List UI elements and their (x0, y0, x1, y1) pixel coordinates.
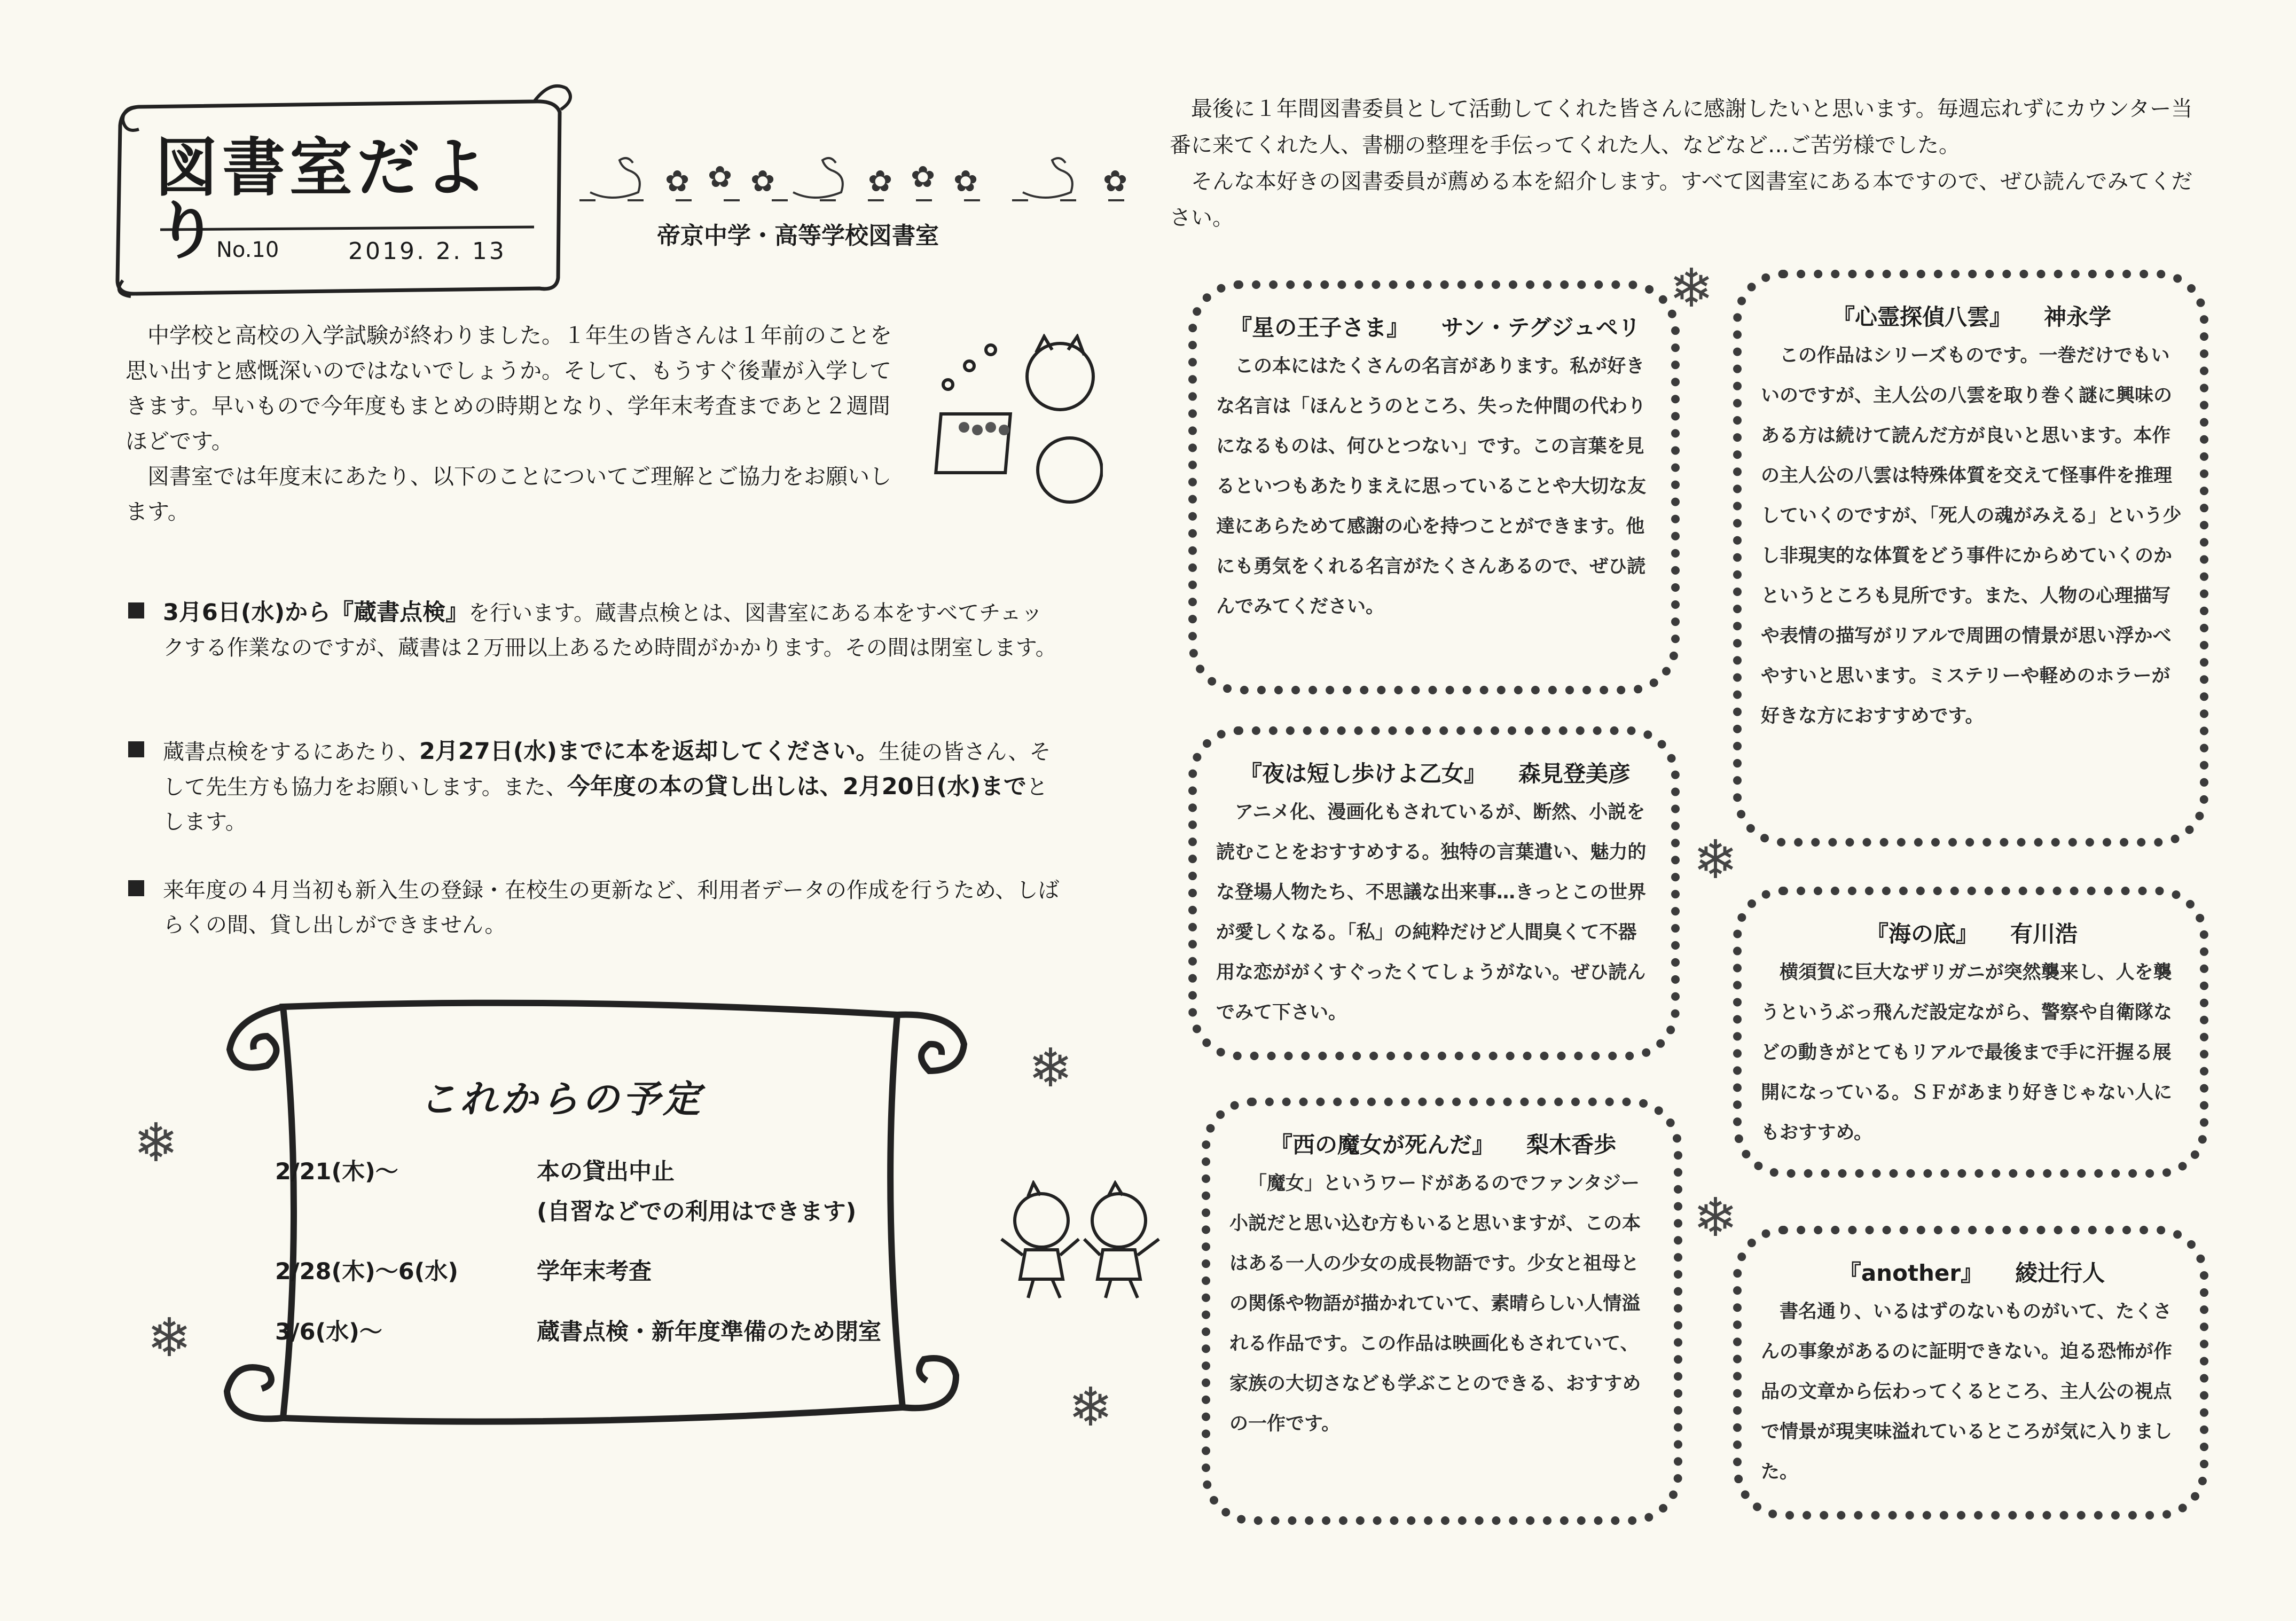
school-name: 帝京中学・高等学校図書室 (657, 222, 939, 249)
notice-text: 来年度の４月当初も新入生の登録・在校生の更新など、利用者データの作成を行うため、しばらくの間、貸し出しができません。 (163, 878, 1060, 937)
notice-text: とします。 (163, 775, 1048, 834)
review-body: この本にはたくさんの名言があります。私が好きな名言は「ほんとうのところ、失った仲間の代わりになるものは、何ひとつない」です。この言葉を見るといつもあたりまえに思っていることや大切な友達にあらためて感謝の心を持つことができます。他にも勇気をくれる名言がたくさんあるので、ぜひ読んでみてください。 (1216, 356, 1647, 617)
review-body: この作品はシリーズものです。一巻だけでもいいのですが、主人公の八雲を取り巻く謎に興味のある方は続けて読んだ方が良いと思います。本作の主人公の八雲は特殊体質を交えて怪事件を推理していくのですが、「死人の魂がみえる」という少し非現実的な体質をどう事件にからめていくのかというところも見所です。また、人物の心理描写や表情の描写がリアルで周囲の情景が思い浮かべやすいと思います。ミステリーや軽めのホラーが好きな方におすすめです。 (1761, 345, 2182, 727)
swan-flower-border (579, 144, 1146, 208)
snowflake-icon: ❄ (134, 1111, 178, 1174)
book-title: 『西の魔女が死んだ』 (1270, 1132, 1494, 1158)
schedule-event: 蔵書点検・新年度準備のため閉室 (537, 1319, 881, 1345)
review-body: 横須賀に巨大なザリガニが突然襲来し、人を襲うというぶっ飛んだ設定ながら、警察や自衛隊などの動きがとてもリアルで最後まで手に汗握る展開になっている。ＳＦがあまり好きじゃない人にもおすすめ。 (1761, 962, 2173, 1144)
issue-date: 2019. 2. 13 (348, 238, 506, 265)
notice-inventory (128, 596, 1063, 665)
review-title (1216, 756, 1654, 788)
review-title (1761, 917, 2183, 949)
setsubun-illustration (932, 334, 1103, 510)
review-body: アニメ化、漫画化もされているが、断然、小説を読むことをおすすめする。独特の言葉遣い、魅力的な登場人物たち、不思議な出来事…きっとこの世界が愛しくなる。「私」の純粋だけど人間臭くて不器用な恋ががくすぐったくてしょうがない。ぜひ読んでみて下さい。 (1216, 802, 1647, 1023)
snowflake-icon: ❄ (1693, 1186, 1738, 1249)
intro-paragraph: 図書室では年度末にあたり、以下のことについてご理解とご協力をお願いします。 (126, 464, 892, 524)
review-body: 「魔女」というワードがあるのでファンタジー小説だと思い込む方もいると思いますが、この本はある一人の少女の成長物語です。少女と祖母との関係や物語が描かれていて、素晴らしい人情溢れる作品です。この作品は映画化もされていて、家族の大切さなども学ぶことのできる、おすすめの一作です。 (1229, 1173, 1641, 1435)
outro-text (1170, 91, 2200, 236)
book-title: 『海の底』 (1866, 921, 1978, 947)
issue-number: No.10 (216, 238, 279, 262)
review-card (1188, 726, 1680, 1060)
book-title: 『心霊探偵八雲』 (1832, 304, 2012, 330)
review-body: 書名通り、いるはずのないものがいて、たくさんの事象があるのに証明できない。迫る恐怖が作品の文章から伝わってくるところ、主人公の視点で情景が現実味溢れているところが気に入りました。 (1761, 1301, 2173, 1483)
okame-face-icon (1038, 438, 1102, 502)
intro-paragraph: 中学校と高校の入学試験が終わりました。１年生の皆さんは１年前のことを思い出すと感慨深いのではないでしょうか。そして、もうすぐ後輩が入学してきます。早いもので今年度もまとめの時期となり、学年末考査まであと２週間ほどです。 (126, 323, 892, 454)
flower-icon: ✿ (953, 164, 978, 198)
flower-icon: ✿ (665, 164, 690, 198)
review-card (1188, 280, 1680, 694)
book-author: 有川浩 (2010, 921, 2078, 947)
notice-highlight: 2月27日(水)までに本を返却してください。 (419, 738, 879, 765)
review-title (1761, 300, 2183, 332)
bean-box-icon (936, 414, 1010, 473)
book-title: 『夜は短し歩けよ乙女』 (1239, 761, 1486, 787)
schedule-date: 2/28(木)〜6(水) (275, 1258, 458, 1285)
notice-text: を行います。蔵書点検とは、図書室にある本をすべてチェックする作業なのですが、蔵書は２万冊以上あるため時間がかかります。その間は閉室します。 (163, 601, 1057, 660)
schedule-event: 学年末考査 (537, 1258, 652, 1285)
schedule-date: 3/6(水)〜 (275, 1319, 382, 1345)
notice-return-books (128, 734, 1063, 840)
book-author: 森見登美彦 (1518, 761, 1631, 787)
notice-new-year (128, 873, 1063, 943)
flower-icon: ✿ (911, 160, 936, 194)
snowflake-icon: ❄ (1669, 257, 1714, 319)
review-title (1761, 1256, 2183, 1288)
outro-paragraph: 最後に１年間図書委員として活動してくれた皆さんに感謝したいと思います。毎週忘れずにカウンター当番に来てくれた人、書棚の整理を手伝ってくれた人、などなど…ご苦労様でした。 (1170, 97, 2193, 158)
flower-icon: ✿ (868, 164, 893, 198)
schedule-date: 2/21(木)〜 (275, 1158, 398, 1185)
swan-icon (1023, 158, 1072, 198)
snowflake-icon: ❄ (1693, 828, 1738, 891)
bullet-square-icon (128, 741, 144, 757)
oni-kids-illustration (993, 1180, 1180, 1303)
notice-highlight: 今年度の本の貸し出しは、2月20日(水)まで (567, 773, 1026, 800)
review-title (1229, 1127, 1657, 1160)
flower-icon: ✿ (1103, 164, 1128, 198)
snowflake-icon: ❄ (147, 1306, 192, 1369)
book-author: 綾辻行人 (2015, 1260, 2105, 1286)
flower-icon: ✿ (750, 164, 775, 198)
schedule-title: これからの予定 (419, 1077, 703, 1121)
notice-text: 生徒の皆さん、そして先生方も協力をお願いします。また、 (163, 740, 1051, 800)
review-card (1733, 270, 2208, 847)
page-title: 図書室だより (155, 131, 492, 268)
snowflake-icon: ❄ (1028, 1037, 1073, 1099)
outro-paragraph: そんな本好きの図書委員が薦める本を紹介します。すべて図書室にある本ですので、ぜひ読んでみてください。 (1170, 169, 2193, 230)
review-card (1733, 1226, 2208, 1520)
book-author: サン・テグジュペリ (1441, 315, 1641, 341)
book-author: 梨木香歩 (1526, 1132, 1617, 1158)
book-author: 神永学 (2044, 304, 2112, 330)
intro-text (126, 318, 895, 529)
flower-icon: ✿ (708, 160, 733, 194)
swan-icon (793, 158, 843, 198)
bullet-square-icon (128, 602, 144, 618)
schedule-note: (自習などでの利用はできます) (537, 1199, 857, 1225)
bullet-square-icon (128, 880, 144, 896)
notice-text: 蔵書点検をするにあたり、 (163, 740, 419, 764)
swan-icon (590, 158, 640, 198)
oni-kid-icon (1092, 1194, 1146, 1247)
schedule-event: 本の貸出中止 (537, 1158, 675, 1185)
book-title: 『another』 (1838, 1260, 1984, 1286)
review-card (1733, 887, 2208, 1178)
review-title (1216, 310, 1654, 342)
oni-kid-icon (1015, 1194, 1068, 1247)
review-card (1202, 1098, 1682, 1525)
notice-highlight: 3月6日(水)から『蔵書点検』 (163, 599, 469, 626)
book-title: 『星の王子さま』 (1229, 315, 1409, 341)
snowflake-icon: ❄ (1068, 1376, 1113, 1438)
